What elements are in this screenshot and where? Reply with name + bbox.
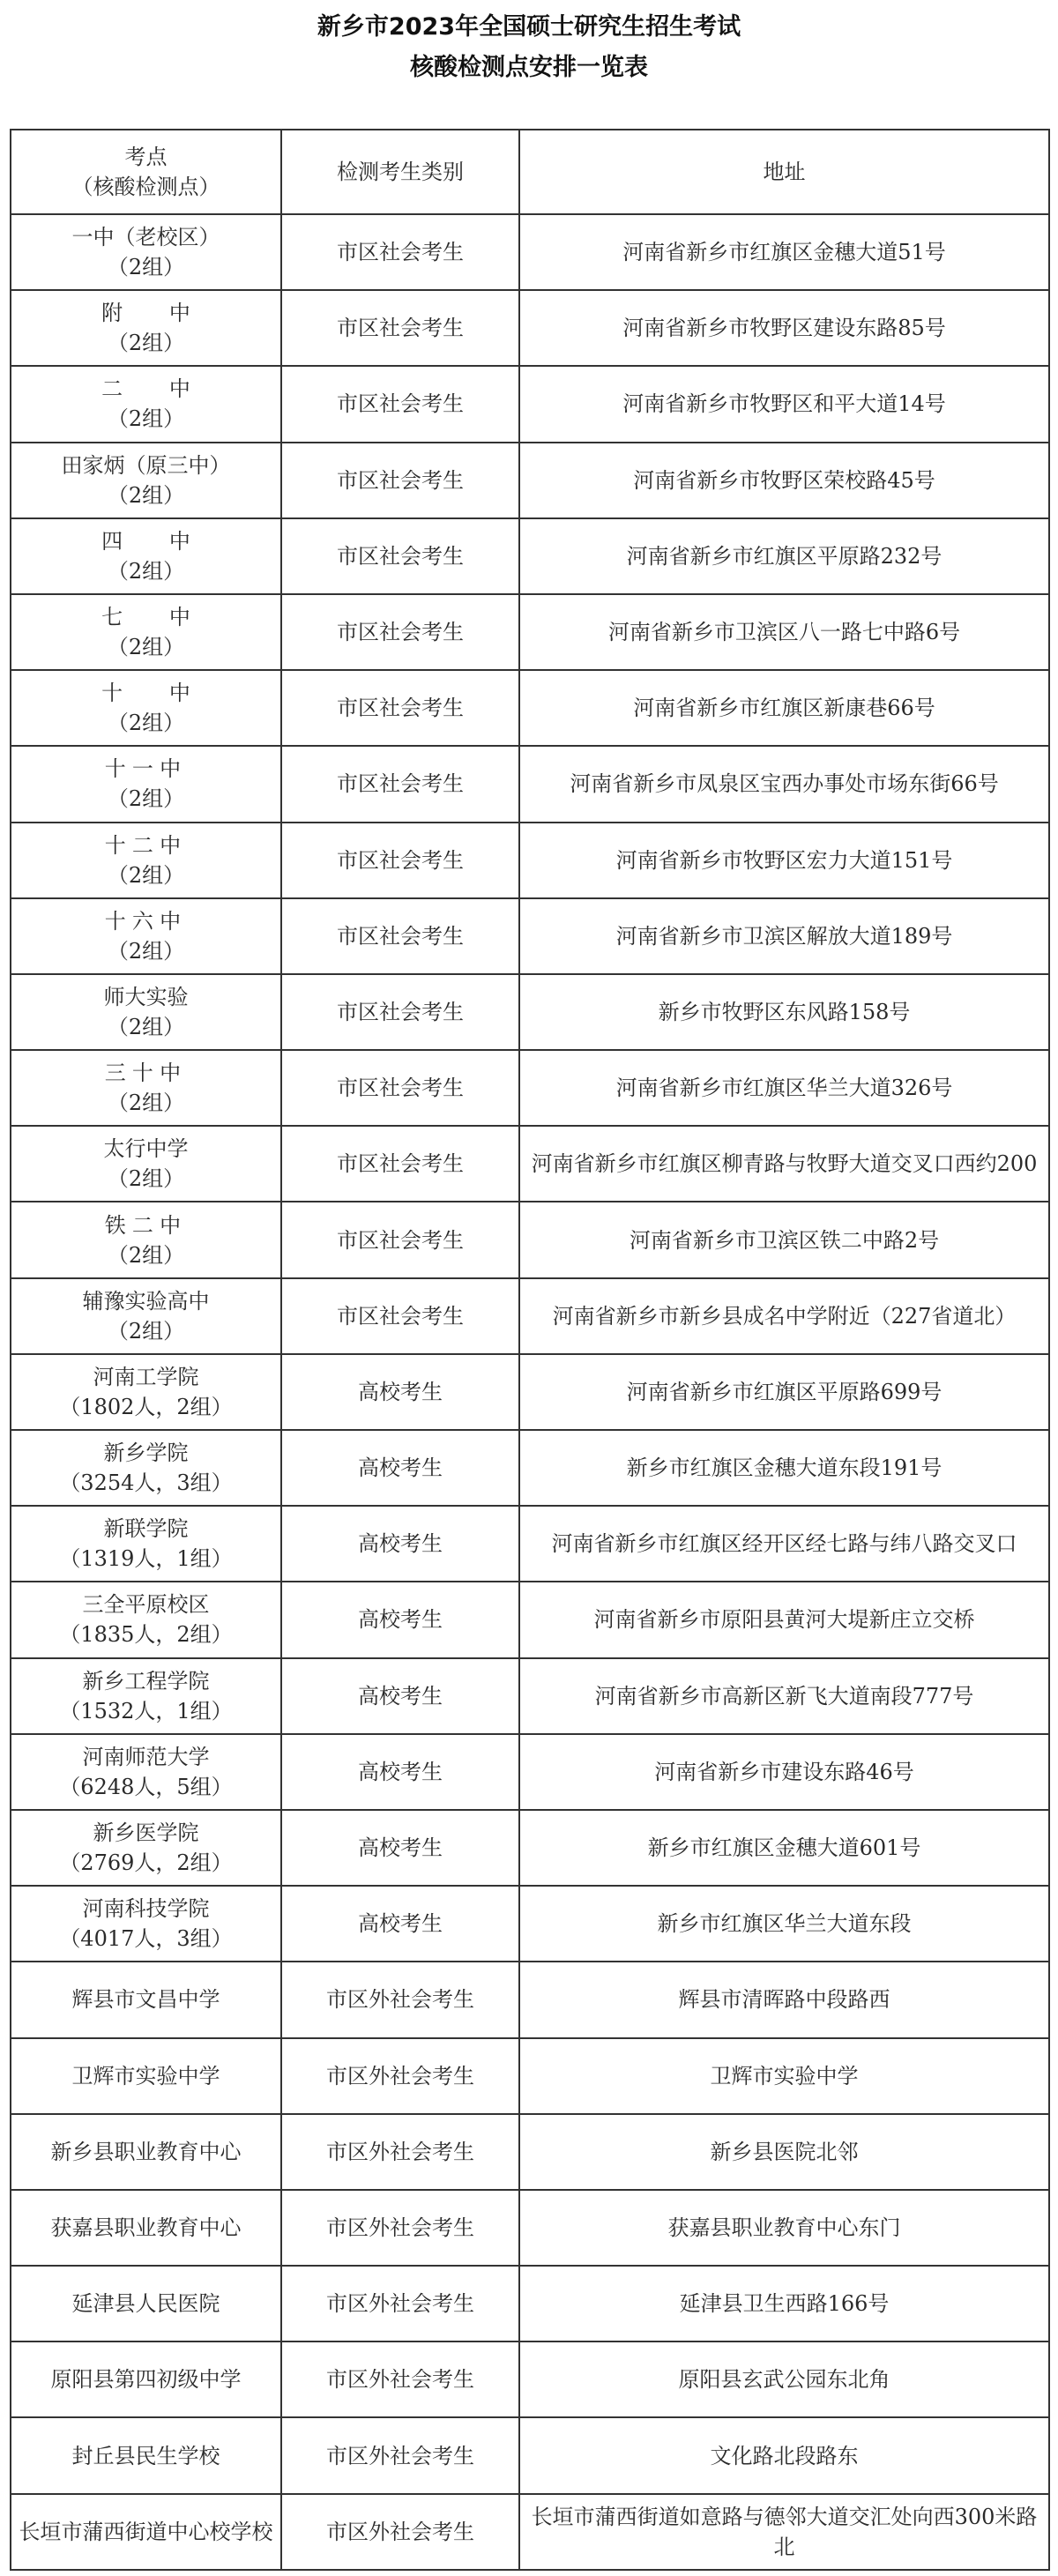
site-name: 河南师范大学 [82, 1744, 210, 1769]
site-group-info: （2组） [107, 558, 185, 584]
table-row [11, 2494, 1049, 2570]
site-name: 长垣市蒲西街道中心校学校 [19, 2519, 273, 2544]
cell-category: 市区社会考生 [281, 670, 519, 746]
site-group-info: （2组） [107, 482, 185, 508]
site-name: 原阳县第四初级中学 [50, 2367, 242, 2393]
table-row [11, 2266, 1049, 2341]
cell-address: 获嘉县职业教育中心东门 [519, 2190, 1049, 2266]
cell-category: 市区社会考生 [281, 594, 519, 670]
cell-site [11, 1734, 281, 1810]
site-name: 一中（老校区） [71, 225, 220, 250]
cell-address: 新乡市红旗区金穗大道601号 [519, 1810, 1049, 1886]
cell-address: 新乡县医院北邻 [519, 2114, 1049, 2190]
title-line-1: 新乡市2023年全国硕士研究生招生考试 [317, 13, 741, 41]
header-category: 检测考生类别 [281, 130, 519, 214]
table-row [11, 1126, 1049, 1202]
table-row [11, 1582, 1049, 1657]
cell-category: 市区社会考生 [281, 1126, 519, 1202]
table-row [11, 974, 1049, 1050]
site-group-info: （1802人，2组） [59, 1394, 233, 1419]
cell-category: 市区社会考生 [281, 290, 519, 366]
site-group-info: （2组） [107, 1091, 185, 1116]
site-group-info: （2组） [107, 1242, 185, 1268]
table-row [11, 366, 1049, 442]
site-group-info: （6248人，5组） [59, 1774, 233, 1799]
cell-category: 市区社会考生 [281, 366, 519, 442]
site-name: 四中 [101, 528, 237, 554]
site-name: 延津县人民医院 [71, 2291, 220, 2317]
site-group-info: （2组） [107, 255, 185, 280]
cell-site [11, 898, 281, 974]
site-group-info: （2组） [107, 786, 185, 812]
cell-site [11, 1278, 281, 1354]
cell-address: 河南省新乡市凤泉区宝西办事处市场东街66号 [519, 746, 1049, 822]
cell-site [11, 2114, 281, 2190]
site-name: 新乡医学院 [93, 1820, 199, 1846]
table-row [11, 214, 1049, 290]
cell-category: 市区社会考生 [281, 1278, 519, 1354]
cell-address: 河南省新乡市新乡县成名中学附近（227省道北） [519, 1278, 1049, 1354]
cell-address: 河南省新乡市卫滨区八一路七中路6号 [519, 594, 1049, 670]
cell-category: 市区外社会考生 [281, 2341, 519, 2417]
site-name: 封丘县民生学校 [71, 2443, 220, 2468]
cell-category: 市区社会考生 [281, 443, 519, 518]
cell-site [11, 974, 281, 1050]
cell-address: 辉县市清晖路中段路西 [519, 1962, 1049, 2037]
cell-address: 新乡市红旗区金穗大道东段191号 [519, 1430, 1049, 1506]
cell-site [11, 366, 281, 442]
cell-category: 高校考生 [281, 1354, 519, 1430]
site-name: 三全平原校区 [82, 1592, 210, 1618]
site-group-info: （2组） [107, 711, 185, 736]
cell-address: 文化路北段路东 [519, 2417, 1049, 2493]
cell-category: 市区社会考生 [281, 746, 519, 822]
header-site-sub: （核酸检测点） [71, 175, 220, 199]
site-group-info: （2769人，2组） [59, 1850, 233, 1876]
cell-category: 高校考生 [281, 1886, 519, 1962]
site-name: 辅豫实验高中 [82, 1288, 210, 1314]
cell-category: 市区外社会考生 [281, 2190, 519, 2266]
site-name: 新乡工程学院 [82, 1668, 210, 1694]
site-group-info: （1835人，2组） [59, 1622, 233, 1648]
cell-category: 市区社会考生 [281, 898, 519, 974]
cell-site [11, 2266, 281, 2341]
cell-site [11, 1126, 281, 1202]
cell-category: 市区外社会考生 [281, 2494, 519, 2570]
table-row [11, 594, 1049, 670]
table-row [11, 1050, 1049, 1126]
site-name: 十六中 [104, 908, 188, 934]
table-row [11, 290, 1049, 366]
table-row [11, 1354, 1049, 1430]
cell-site [11, 823, 281, 898]
site-name: 田家炳（原三中） [61, 452, 231, 478]
site-group-info: （2组） [107, 1014, 185, 1039]
site-group-info: （2组） [107, 331, 185, 356]
cell-site [11, 1886, 281, 1962]
table-row [11, 746, 1049, 822]
cell-address: 河南省新乡市红旗区金穗大道51号 [519, 214, 1049, 290]
table-body [11, 214, 1049, 2570]
cell-category: 市区外社会考生 [281, 2114, 519, 2190]
cell-site [11, 1506, 281, 1582]
cell-address: 河南省新乡市红旗区经开区经七路与纬八路交叉口 [519, 1506, 1049, 1582]
cell-address: 河南省新乡市牧野区宏力大道151号 [519, 823, 1049, 898]
cell-category: 市区社会考生 [281, 214, 519, 290]
site-name: 辉县市文昌中学 [71, 1987, 220, 2013]
table-row [11, 1506, 1049, 1582]
site-name: 获嘉县职业教育中心 [50, 2215, 242, 2240]
site-group-info: （2组） [107, 1166, 185, 1192]
cell-address: 河南省新乡市牧野区荣校路45号 [519, 443, 1049, 518]
site-name: 十一中 [104, 756, 188, 782]
cell-site [11, 1050, 281, 1126]
site-name: 太行中学 [103, 1136, 189, 1162]
cell-address: 长垣市蒲西街道如意路与德邻大道交汇处向西300米路北 [519, 2494, 1049, 2570]
cell-site [11, 1582, 281, 1657]
cell-site [11, 1354, 281, 1430]
table-row [11, 518, 1049, 594]
cell-address: 原阳县玄武公园东北角 [519, 2341, 1049, 2417]
cell-site [11, 1202, 281, 1277]
document-title [0, 0, 1058, 123]
cell-category: 市区社会考生 [281, 1202, 519, 1277]
site-name: 新乡县职业教育中心 [50, 2139, 242, 2164]
table-row [11, 1278, 1049, 1354]
header-site-label: 考点 [124, 145, 168, 169]
site-name: 新联学院 [103, 1516, 189, 1542]
site-name: 卫辉市实验中学 [71, 2063, 220, 2088]
table-row [11, 823, 1049, 898]
site-name: 十二中 [104, 832, 188, 858]
cell-category: 高校考生 [281, 1506, 519, 1582]
cell-address: 新乡市牧野区东风路158号 [519, 974, 1049, 1050]
table-row [11, 2114, 1049, 2190]
cell-category: 市区外社会考生 [281, 2038, 519, 2114]
cell-address: 河南省新乡市建设东路46号 [519, 1734, 1049, 1810]
site-name: 附中 [101, 301, 237, 326]
site-name: 铁二中 [104, 1212, 188, 1238]
site-name: 三十中 [104, 1061, 188, 1086]
cell-site [11, 443, 281, 518]
site-name: 河南工学院 [93, 1364, 199, 1389]
cell-category: 高校考生 [281, 1582, 519, 1657]
site-group-info: （3254人，3组） [59, 1470, 233, 1496]
cell-address: 河南省新乡市牧野区建设东路85号 [519, 290, 1049, 366]
site-name: 十中 [101, 681, 237, 706]
cell-category: 市区社会考生 [281, 518, 519, 594]
cell-site [11, 214, 281, 290]
site-group-info: （1532人，1组） [59, 1698, 233, 1724]
table-row [11, 443, 1049, 518]
cell-address: 卫辉市实验中学 [519, 2038, 1049, 2114]
cell-address: 河南省新乡市红旗区平原路232号 [519, 518, 1049, 594]
cell-site [11, 1658, 281, 1734]
table-row [11, 1430, 1049, 1506]
cell-address: 延津县卫生西路166号 [519, 2266, 1049, 2341]
site-name: 河南科技学院 [82, 1896, 210, 1922]
site-name: 师大实验 [103, 984, 189, 1009]
table-row [11, 670, 1049, 746]
cell-address: 新乡市红旗区华兰大道东段 [519, 1886, 1049, 1962]
site-group-info: （4017人，3组） [59, 1926, 233, 1952]
site-group-info: （2组） [107, 938, 185, 964]
table-row [11, 2038, 1049, 2114]
site-group-info: （1319人，1组） [59, 1546, 233, 1572]
testing-site-table [10, 129, 1050, 2571]
cell-category: 市区外社会考生 [281, 2266, 519, 2341]
cell-address: 河南省新乡市红旗区新康巷66号 [519, 670, 1049, 746]
cell-category: 市区外社会考生 [281, 2417, 519, 2493]
table-header-row [11, 130, 1049, 214]
site-group-info: （2组） [107, 635, 185, 660]
cell-site [11, 2417, 281, 2493]
title-line-2: 核酸检测点安排一览表 [410, 54, 648, 81]
table-row [11, 2417, 1049, 2493]
cell-category: 高校考生 [281, 1658, 519, 1734]
table-row [11, 1886, 1049, 1962]
table-row [11, 1658, 1049, 1734]
table-row [11, 1962, 1049, 2037]
cell-site [11, 2038, 281, 2114]
cell-site [11, 1810, 281, 1886]
cell-address: 河南省新乡市红旗区柳青路与牧野大道交叉口西约200 [519, 1126, 1049, 1202]
cell-site [11, 1962, 281, 2037]
header-address: 地址 [519, 130, 1049, 214]
site-name: 新乡学院 [103, 1441, 189, 1466]
cell-site [11, 670, 281, 746]
cell-site [11, 594, 281, 670]
cell-address: 河南省新乡市高新区新飞大道南段777号 [519, 1658, 1049, 1734]
cell-site [11, 2494, 281, 2570]
cell-site [11, 290, 281, 366]
table-row [11, 2341, 1049, 2417]
header-site [11, 130, 281, 214]
table-row [11, 2190, 1049, 2266]
table-row [11, 1202, 1049, 1277]
cell-address: 河南省新乡市红旗区平原路699号 [519, 1354, 1049, 1430]
cell-category: 高校考生 [281, 1430, 519, 1506]
cell-address: 河南省新乡市红旗区华兰大道326号 [519, 1050, 1049, 1126]
cell-site [11, 518, 281, 594]
site-group-info: （2组） [107, 1318, 185, 1344]
cell-category: 市区社会考生 [281, 823, 519, 898]
site-group-info: （2组） [107, 862, 185, 888]
cell-site [11, 746, 281, 822]
cell-site [11, 2341, 281, 2417]
cell-site [11, 1430, 281, 1506]
site-name: 二中 [101, 376, 237, 402]
site-name: 七中 [101, 605, 237, 630]
table-row [11, 1810, 1049, 1886]
cell-address: 河南省新乡市卫滨区解放大道189号 [519, 898, 1049, 974]
cell-address: 河南省新乡市原阳县黄河大堤新庄立交桥 [519, 1582, 1049, 1657]
table-row [11, 1734, 1049, 1810]
table-row [11, 898, 1049, 974]
site-group-info: （2组） [107, 406, 185, 432]
cell-category: 市区社会考生 [281, 974, 519, 1050]
cell-address: 河南省新乡市牧野区和平大道14号 [519, 366, 1049, 442]
cell-category: 市区外社会考生 [281, 1962, 519, 2037]
cell-category: 高校考生 [281, 1810, 519, 1886]
cell-category: 市区社会考生 [281, 1050, 519, 1126]
cell-category: 高校考生 [281, 1734, 519, 1810]
cell-site [11, 2190, 281, 2266]
cell-address: 河南省新乡市卫滨区铁二中路2号 [519, 1202, 1049, 1277]
